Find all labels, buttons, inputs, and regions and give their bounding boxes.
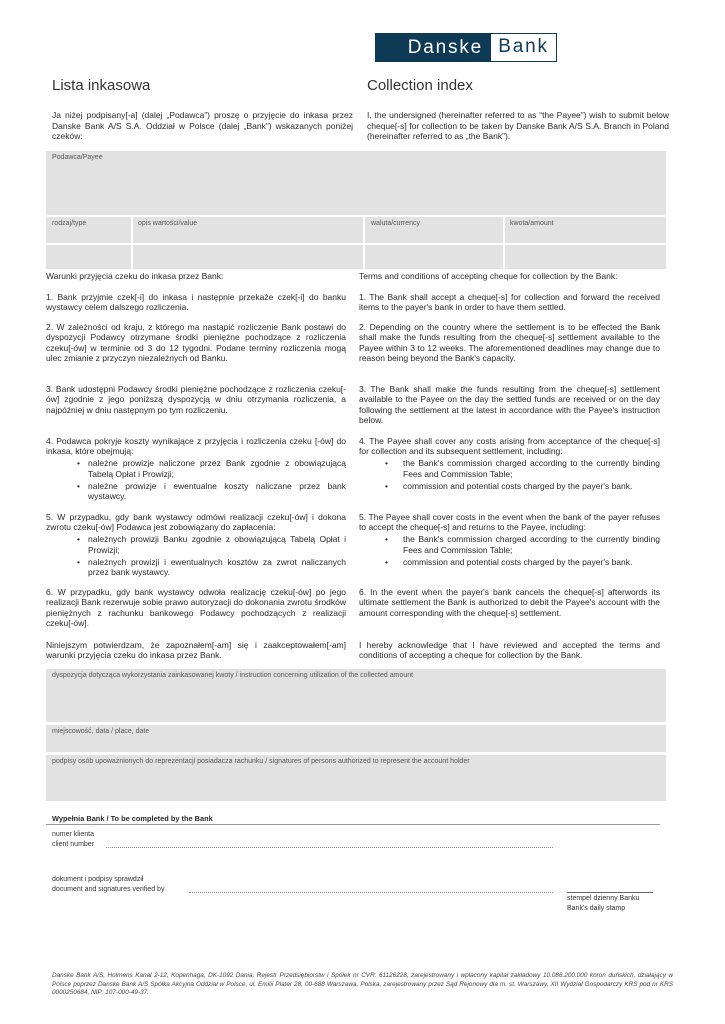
bullet-item: • the Bank's commission charged according to the currently binding Fees and Commission Table; bbox=[403, 458, 660, 479]
condition-2-pl bbox=[46, 322, 346, 364]
signatures-field-label: podpisy osób upoważnionych do reprezentacji posiadacza rachunku / signatures of persons authorized to represent the account holder bbox=[52, 758, 470, 765]
cheque-value-cell[interactable] bbox=[133, 217, 363, 243]
condition-text: 5. The Payee shall cover costs in the event when the bank of the payer refuses to accept the cheque[-s] and returns to the Payee, including: bbox=[359, 512, 660, 533]
page-title-pl: Lista inkasowa bbox=[52, 77, 151, 94]
cheque-row-value-input[interactable] bbox=[133, 245, 363, 269]
cheque-type-cell[interactable] bbox=[46, 217, 131, 243]
bank-stamp-label-pl: stempel dzienny Banku bbox=[567, 895, 640, 902]
signatures-field[interactable] bbox=[46, 755, 666, 801]
client-number-label-pl: numer klienta bbox=[52, 831, 95, 838]
payee-field-label: Podawca/Payee bbox=[52, 154, 103, 161]
condition-6-en bbox=[359, 587, 660, 618]
condition-6-pl bbox=[46, 587, 346, 629]
condition-text: 2. Depending on the country where the settlement is to be effected the Bank shall make the funds resulting from the cheque[-s] settlement available to the Payee within 3 to 12 weeks. The aforementioned deadlines may change due to reason being beyond the Bank's capacity. bbox=[359, 322, 660, 364]
verified-by-label-pl: dokument i podpisy sprawdził bbox=[52, 876, 144, 883]
acknowledgement-en: I hereby acknowledge that I have reviewed and accepted the terms and conditions of accepting a cheque for collection by the Bank. bbox=[359, 640, 660, 661]
bullet-item: • the Bank's commission charged according to the currently binding Fees and Commission Table; bbox=[403, 534, 660, 555]
bank-section-heading: Wypełnia Bank / To be completed by the Bank bbox=[52, 814, 213, 823]
page-title-en: Collection index bbox=[367, 77, 473, 94]
logo-danske-word: Danske bbox=[375, 33, 490, 62]
cheque-amount-header: kwota/amount bbox=[510, 220, 554, 227]
condition-text: 3. The Bank shall make the funds resulting from the cheque[-s] settlement available to the Payee on the day the settled funds are received or on the day following the settlement at the latest in accordance with the Payee's instruction below. bbox=[359, 384, 660, 426]
bullet-item: • commission and potential costs charged by the payer's bank. bbox=[403, 557, 660, 567]
condition-4-pl-bullets bbox=[46, 458, 346, 501]
place-date-field[interactable] bbox=[46, 725, 666, 752]
bank-stamp-line bbox=[567, 892, 653, 893]
bank-section-divider bbox=[46, 824, 660, 825]
client-number-label bbox=[52, 830, 94, 850]
client-number-label-en: client number bbox=[52, 841, 95, 848]
condition-2-en bbox=[359, 322, 660, 364]
cheque-currency-cell[interactable] bbox=[365, 217, 503, 243]
condition-text: 1. The Bank shall accept a cheque[-s] for collection and forward the received items to the payer's bank in order to have them settled. bbox=[359, 292, 660, 313]
verified-by-line[interactable] bbox=[189, 892, 553, 893]
instruction-field-label: dyspozycja dotycząca wykorzystania zainkasowanej kwoty / instruction concerning utilization of the collected amount bbox=[52, 672, 414, 679]
bullet-item: • commission and potential costs charged by the payer's bank. bbox=[403, 481, 660, 491]
verified-by-label-en: document and signatures verified by bbox=[52, 886, 165, 893]
condition-text: 6. In the event when the payer's bank cancels the cheque[-s] afterwords its ultimate settlement the Bank is authorized to debit the Payee's account with the amount corresponding with the cheque[-s] settlement. bbox=[359, 587, 660, 618]
condition-3-pl bbox=[46, 384, 346, 415]
condition-text: 6. W przypadku, gdy bank wystawcy odwoła realizację czeku[-ów] po jego realizacji Bank rezerwuje sobie prawo autoryzacji do dokonania zwrotu środków pieniężnych z rachunku bankowego Podawcy pochodzących z realizacji czeku[-ów]. bbox=[46, 587, 347, 629]
cheque-currency-header: waluta/currency bbox=[371, 220, 421, 227]
condition-5-en bbox=[359, 512, 660, 569]
logo-bank-word: Bank bbox=[490, 33, 557, 62]
intro-pl: Ja niżej podpisany[-a] (dalej „Podawca”) proszę o przyjęcie do inkasa przez Danske Bank A/S S.A. Oddział w Polsce (dalej „Bank”) wskazanych poniżej czeków: bbox=[52, 110, 353, 141]
legal-footer: Danske Bank A/S, Holmens Kanal 2-12, Kopenhaga, DK-1092 Dania, Rejestr Przedsiębiorstw i Spółek nr CVR: 61126228, zarejestrowany i wpłacony kapitał zakładowy 10.086.200.000 koron duńskich, działający w Polsce poprzez Danske Bank A/S Spółka Akcyjna Oddział w Polsce, ul. Emilii Plater 28, 00-688 Warszawa, Polska, zarejestrowany przez Sąd Rejonowy dla m. st. Warszawy, XII Wydział Gospodarczy KRS pod nr KRS 0000250684, NIP: 107-000-49-37. bbox=[52, 972, 673, 997]
intro-en: I, the undersigned (hereinafter referred to as “the Payee”) wish to submit below cheque[-s] for collection to be taken by Danske Bank A/S S.A. Branch in Poland (hereinafter referred to as „the Bank”). bbox=[367, 110, 669, 141]
cheque-row-amount-input[interactable] bbox=[505, 245, 666, 269]
cheque-value-header: opis wartości/value bbox=[138, 220, 198, 227]
condition-text: 4. The Payee shall cover any costs arising from acceptance of the cheque[-s] for collection and its subsequent settlement, including: bbox=[359, 436, 660, 457]
danske-bank-logo bbox=[375, 33, 557, 62]
condition-1-pl bbox=[46, 292, 346, 313]
condition-text: 3. Bank udostępni Podawcy środki pieniężne pochodzące z rozliczenia czeku[-ów] zgodnie z jego poniższą dyspozycją w dniu otrzymania rozliczenia, a najpóźniej w dniu następnym po tym rozliczeniu. bbox=[46, 384, 346, 415]
bullet-item: • należne prowizje naliczone przez Bank zgodnie z obowiązującą Tabelą Opłat i Prowizji; bbox=[88, 458, 346, 479]
conditions-heading-en: Terms and conditions of accepting cheque for collection by the Bank: bbox=[359, 271, 618, 281]
cheque-row-currency-input[interactable] bbox=[365, 245, 503, 269]
cheque-amount-cell[interactable] bbox=[505, 217, 666, 243]
bank-stamp-label-en: Bank's daily stamp bbox=[567, 905, 626, 912]
condition-text: 4. Podawca pokryje koszty wynikające z przyjęcia i rozliczenia czeku [-ów] do inkasa, które obejmują: bbox=[46, 436, 346, 457]
bullet-item: • należne prowizje i ewentualne koszty naliczane przez bank wystawcy. bbox=[88, 481, 346, 502]
condition-4-en-bullets bbox=[359, 458, 660, 491]
condition-text: 1. Bank przyjmie czek[-i] do inkasa i następnie przekaże czek[-i] do banku wystawcy celem dalszego rozliczenia. bbox=[46, 292, 346, 313]
condition-5-pl bbox=[46, 512, 346, 579]
condition-4-pl bbox=[46, 436, 346, 503]
bullet-item: • należnych prowizji Banku zgodnie z obowiązującą Tabelą Opłat i Prowizji; bbox=[88, 534, 346, 555]
condition-text: 5. W przypadku, gdy bank wystawcy odmówi realizacji czeku[-ów] i dokona zwrotu czeku[-ów] Podawca jest zobowiązany do zapłacenia: bbox=[46, 512, 346, 533]
condition-text: 2. W zależności od kraju, z którego ma nastąpić rozliczenie Bank postawi do dyspozycji Podawcy otrzymane środki pieniężne pochodzące z rozliczenia czeku[-ów] w terminie od 3 do 12 tygodni. Podane terminy rozliczenia mogą ulec zmianie z przyczyn niezależnych od Banku. bbox=[46, 322, 346, 364]
cheque-type-header: rodzaj/type bbox=[52, 220, 87, 227]
bank-stamp-label bbox=[567, 894, 639, 914]
condition-5-pl-bullets bbox=[46, 534, 346, 577]
condition-4-en bbox=[359, 436, 660, 493]
place-date-field-label: miejscowość, data / place, date bbox=[52, 728, 150, 735]
acknowledgement-pl: Niniejszym potwierdzam, że zapoznałem[-am] się i zaakceptowałem[-am] warunki przyjęcia czeku do inkasa przez Bank. bbox=[46, 640, 346, 661]
conditions-heading-pl: Warunki przyjęcia czeku do inkasa przez Bank: bbox=[46, 271, 224, 281]
instruction-field[interactable] bbox=[46, 669, 666, 722]
condition-1-en bbox=[359, 292, 660, 313]
payee-field[interactable] bbox=[46, 151, 666, 215]
client-number-line[interactable] bbox=[106, 847, 553, 848]
verified-by-label bbox=[52, 875, 164, 895]
cheque-row-type-input[interactable] bbox=[46, 245, 131, 269]
condition-3-en bbox=[359, 384, 660, 426]
condition-5-en-bullets bbox=[359, 534, 660, 567]
bullet-item: • należnych prowizji i ewentualnych kosztów za zwrot naliczanych przez bank wystawcy. bbox=[88, 557, 346, 578]
